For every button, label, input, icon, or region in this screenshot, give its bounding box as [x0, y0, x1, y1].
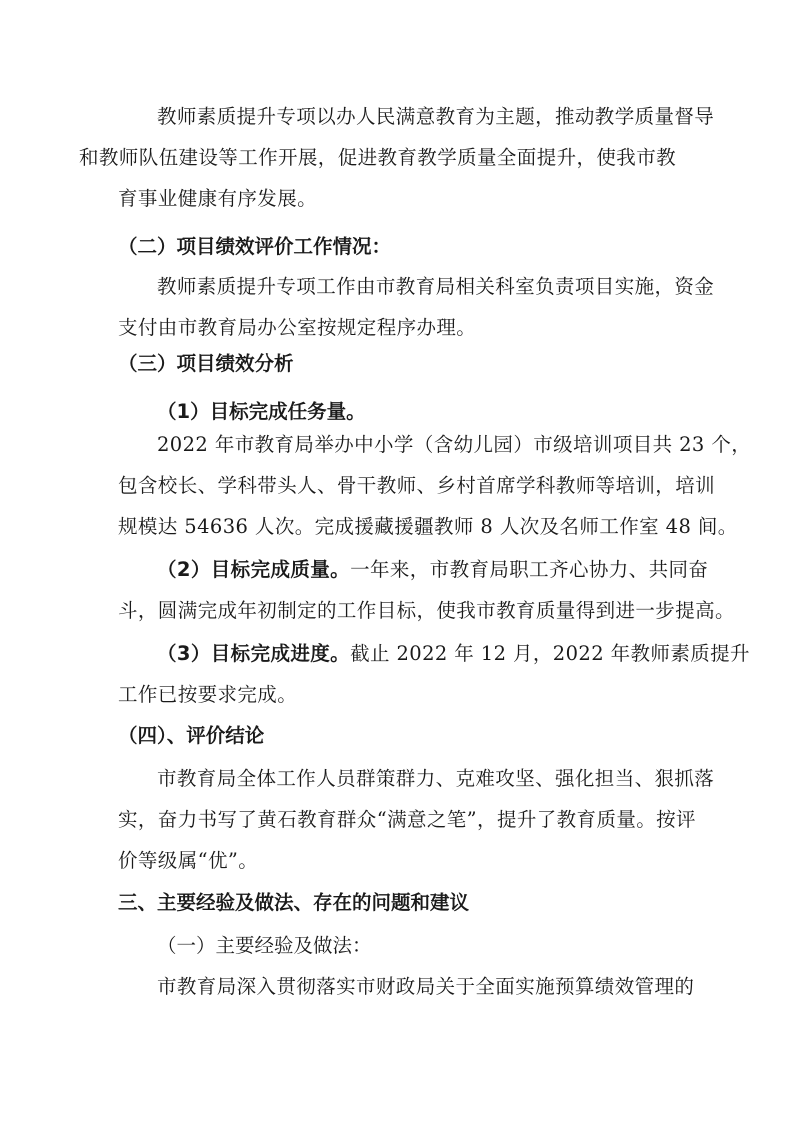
text-line: 支付由市教育局办公室按规定程序办理。 [118, 316, 477, 339]
text-line: 规模达 54636 人次。完成援藏援疆教师 8 人次及名师工作室 48 间。 [118, 515, 738, 538]
paragraph-task-volume [118, 424, 752, 547]
text-line: 市教育局深入贯彻落实市财政局关于全面实施预算绩效管理的 [157, 975, 695, 998]
text-line: 工作已按要求完成。 [118, 683, 298, 706]
paragraph-quality [118, 549, 735, 631]
paragraph-progress [118, 633, 750, 715]
paragraph-intro [79, 96, 715, 219]
paragraph-conclusion [118, 758, 715, 881]
text-line: 斗，圆满完成年初制定的工作目标，使我市教育质量得到进一步提高。 [118, 599, 735, 622]
text-line: 实，奋力书写了黄石教育群众“满意之笔”，提升了教育质量。按评 [118, 808, 696, 831]
text-line: 育事业健康有序发展。 [118, 187, 318, 210]
quality-text: 一年来，市教育局职工齐心协力、共同奋 [350, 558, 709, 581]
text-line: 教师素质提升专项工作由市教育局相关科室负责项目实施，资金 [157, 275, 715, 298]
section-heading-3: （三）项目绩效分析 [118, 352, 294, 375]
paragraph-evaluation [118, 266, 715, 348]
text-line [118, 633, 750, 674]
progress-label: （3）目标完成进度。 [157, 642, 351, 665]
progress-text: 截止 2022 年 12 月，2022 年教师素质提升 [350, 642, 750, 665]
text-line: 2022 年市教育局举办中小学（含幼儿园）市级培训项目共 23 个， [157, 433, 752, 456]
text-line [118, 549, 709, 590]
text-line: 价等级属“优”。 [118, 849, 259, 872]
section-heading-2: （二）项目绩效评价工作情况： [118, 235, 392, 258]
subheading-experience: （一）主要经验及做法： [157, 934, 372, 957]
paragraph-experience [118, 966, 695, 1007]
text-line: 教师素质提升专项以办人民满意教育为主题，推动教学质量督导 [157, 105, 715, 128]
text-line: 和教师队伍建设等工作开展，促进教育教学质量全面提升，使我市教 [79, 146, 677, 169]
section-heading-main-3: 三、主要经验及做法、存在的问题和建议 [118, 891, 470, 914]
section-heading-4: （四）、评价结论 [118, 724, 265, 747]
text-line: 包含校长、学科带头人、骨干教师、乡村首席学科教师等培训，培训 [118, 474, 716, 497]
subheading-task-volume: （1）目标完成任务量。 [157, 400, 366, 423]
text-line: 市教育局全体工作人员群策群力、克难攻坚、强化担当、狠抓落 [157, 767, 715, 790]
quality-label: （2）目标完成质量。 [157, 558, 351, 581]
